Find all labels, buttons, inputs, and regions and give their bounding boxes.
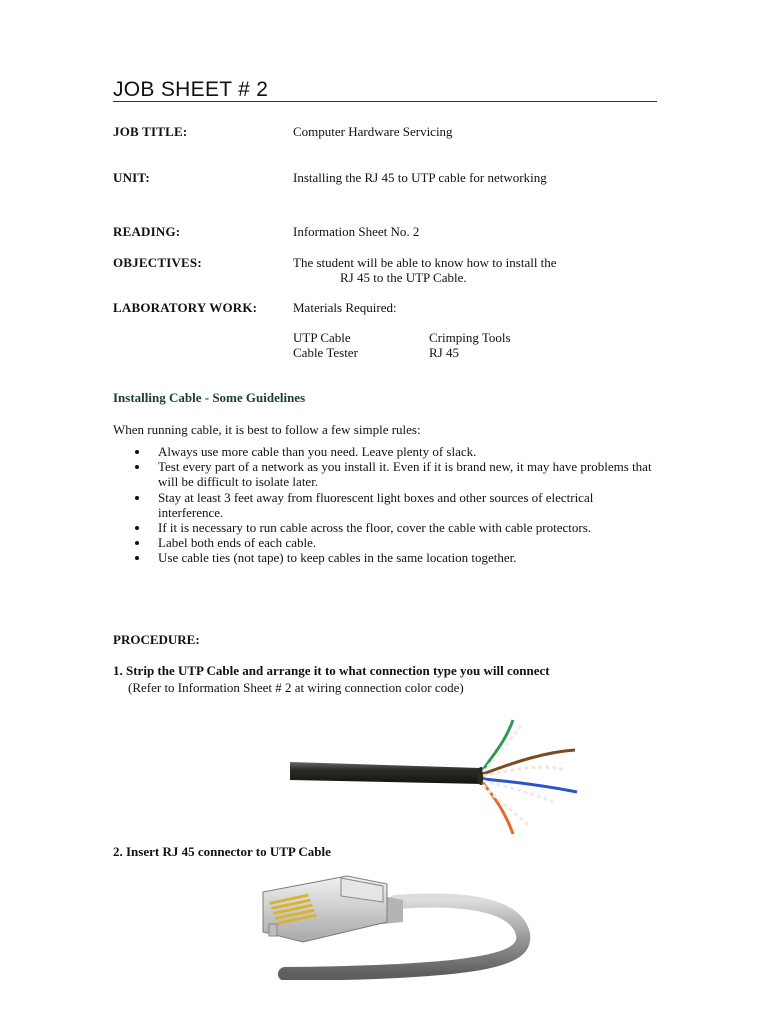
procedure-heading: PROCEDURE: — [113, 632, 200, 647]
guidelines-intro: When running cable, it is best to follow a few simple rules: — [113, 422, 421, 437]
bullet-icon — [135, 541, 139, 545]
unit-value: Installing the RJ 45 to UTP cable for networking — [293, 170, 547, 185]
page-title: JOB SHEET # 2 — [113, 78, 269, 101]
list-item: Test every part of a network as you install it. Even if it is brand new, it may have problems that will be difficult to isolate later. — [113, 459, 658, 489]
bullet-icon — [135, 526, 139, 530]
list-item: If it is necessary to run cable across the floor, cover the cable with cable protectors. — [113, 520, 658, 535]
lab-work-value: Materials Required: — [293, 300, 397, 315]
reading-label: READING: — [113, 224, 181, 239]
job-title-label: JOB TITLE: — [113, 124, 188, 139]
bullet-icon — [135, 465, 139, 469]
bullet-icon — [135, 496, 139, 500]
lab-work-label: LABORATORY WORK: — [113, 300, 258, 315]
reading-value: Information Sheet No. 2 — [293, 224, 420, 239]
guidelines-list — [113, 444, 658, 566]
material-item: UTP Cable — [293, 330, 351, 345]
step-1-title: 1. Strip the UTP Cable and arrange it to what connection type you will connect — [113, 663, 550, 678]
rj45-connector-image — [255, 866, 555, 980]
unit-label: UNIT: — [113, 170, 150, 185]
title-divider — [113, 101, 657, 102]
objectives-value-cont: RJ 45 to the UTP Cable. — [340, 270, 467, 285]
step-1-note: (Refer to Information Sheet # 2 at wiring connection color code) — [128, 680, 464, 695]
step-2-title: 2. Insert RJ 45 connector to UTP Cable — [113, 844, 331, 859]
material-item: Cable Tester — [293, 345, 358, 360]
job-title-value: Computer Hardware Servicing — [293, 124, 453, 139]
list-item: Use cable ties (not tape) to keep cables in the same location together. — [113, 550, 658, 565]
objectives-label: OBJECTIVES: — [113, 255, 202, 270]
guidelines-heading: Installing Cable - Some Guidelines — [113, 390, 306, 405]
bullet-icon — [135, 556, 139, 560]
material-item: RJ 45 — [429, 345, 459, 360]
stripped-utp-cable-image — [285, 712, 585, 842]
list-item: Label both ends of each cable. — [113, 535, 658, 550]
bullet-icon — [135, 450, 139, 454]
material-item: Crimping Tools — [429, 330, 511, 345]
objectives-value: The student will be able to know how to install the — [293, 255, 557, 270]
list-item: Always use more cable than you need. Leave plenty of slack. — [113, 444, 658, 459]
list-item: Stay at least 3 feet away from fluorescent light boxes and other sources of electrical interference. — [113, 490, 658, 520]
